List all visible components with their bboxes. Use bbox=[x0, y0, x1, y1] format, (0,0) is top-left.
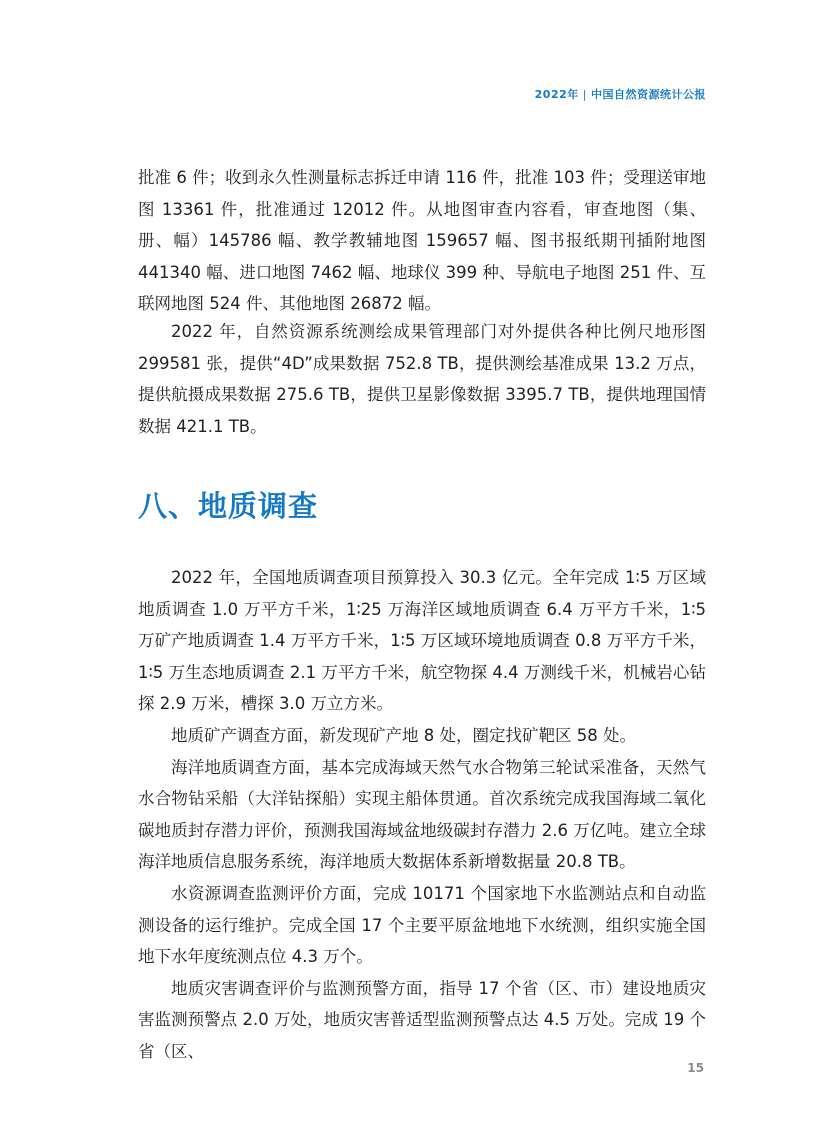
paragraph: 海洋地质调查方面，基本完成海域天然气水合物第三轮试采准备，天然气水合物钻采船（大洋钻探船）实现主船体贯通。首次系统完成我国海域二氧化碳地质封存潜力评价，预测我国海域盆地级碳封存潜力 2.6 万亿吨。建立全球海洋地质信息服务系统，海洋地质大数据体系新增数据量 20.8 TB。 bbox=[138, 757, 706, 872]
section-body bbox=[138, 562, 706, 1068]
paragraph-block bbox=[138, 316, 706, 442]
paragraph: 地质矿产调查方面，新发现矿产地 8 处，圈定找矿靶区 58 处。 bbox=[171, 725, 636, 745]
header-year: 2022年 bbox=[534, 88, 579, 101]
running-header bbox=[535, 86, 706, 102]
section-heading: 八、地质调查 bbox=[138, 489, 319, 523]
paragraph: 批准 6 件；收到永久性测量标志拆迁申请 116 件，批准 103 件；受理送审地图 13361 件，批准通过 12012 件。从地图审查内容看，审查地图（集、册、幅）145786 幅、教学教辅地图 159657 幅、图书报纸期刊插附地图 441340 幅、进口地图 7462 幅、地球仪 399 种、导航电子地图 251 件、互联网地图 524 件、其他地图 26872 幅。 bbox=[138, 168, 706, 314]
continued-paragraph bbox=[138, 162, 706, 320]
paragraph: 水资源调查监测评价方面，完成 10171 个国家地下水监测站点和自动监测设备的运行维护。完成全国 17 个主要平原盆地地下水统测，组织实施全国地下水年度统测点位 4.3 万个。 bbox=[138, 883, 706, 967]
header-publication-title: 中国自然资源统计公报 bbox=[591, 88, 706, 101]
paragraph: 2022 年，全国地质调查项目预算投入 30.3 亿元。全年完成 1∶5 万区域地质调查 1.0 万平方千米，1∶25 万海洋区域地质调查 6.4 万平方千米，1∶5 万矿产地质调查 1.4 万平方千米，1∶5 万区域环境地质调查 0.8 万平方千米，1∶5 万生态地质调查 2.1 万平方千米，航空物探 4.4 万测线千米，机械岩心钻探 2.9 万米，槽探 3.0 万立方米。 bbox=[138, 568, 706, 714]
paragraph: 2022 年，自然资源系统测绘成果管理部门对外提供各种比例尺地形图 299581 张，提供“4D”成果数据 752.8 TB，提供测绘基准成果 13.2 万点，提供航摄成果数据 275.6 TB，提供卫星影像数据 3395.7 TB，提供地理国情数据 421.1 TB。 bbox=[138, 322, 706, 436]
page-number: 15 bbox=[687, 1061, 704, 1075]
paragraph: 地质灾害调查评价与监测预警方面，指导 17 个省（区、市）建设地质灾害监测预警点 2.0 万处，地质灾害普适型监测预警点达 4.5 万处。完成 19 个省（区、 bbox=[138, 978, 706, 1061]
header-separator: | bbox=[582, 88, 587, 101]
